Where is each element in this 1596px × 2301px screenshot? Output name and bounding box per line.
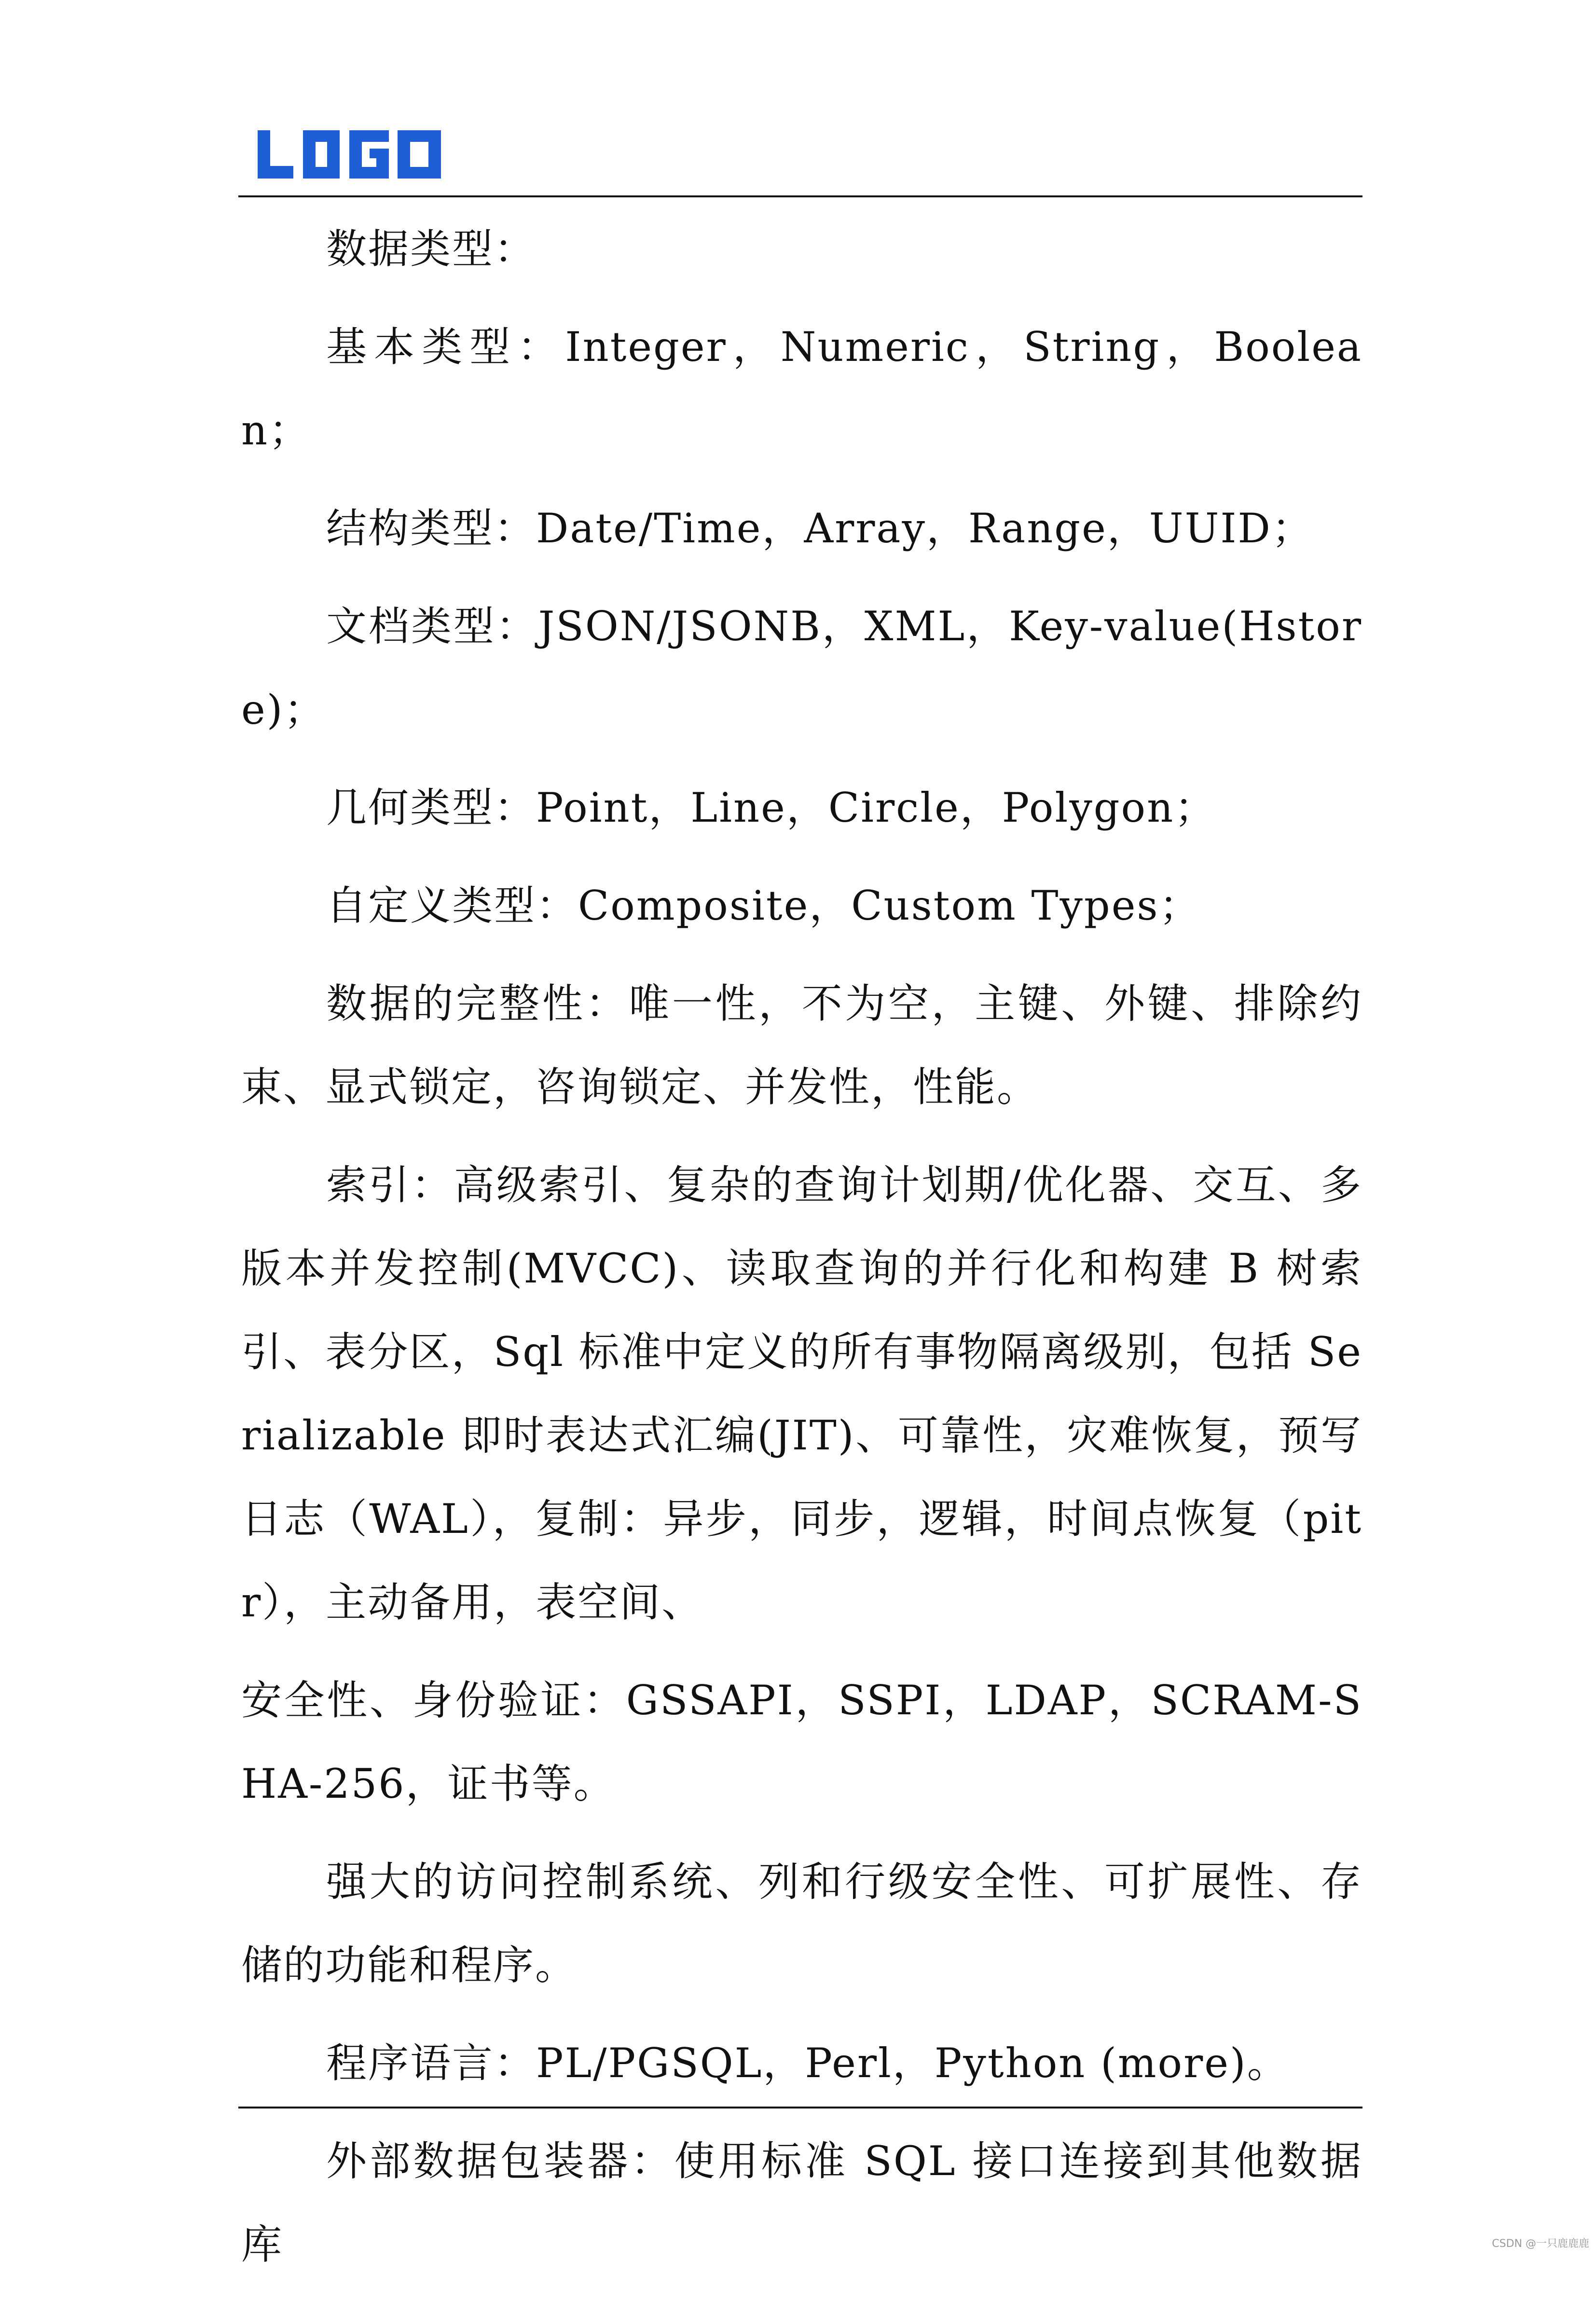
paragraph-structured-types: 结构类型：Date/Time，Array，Range，UUID； xyxy=(326,505,1314,552)
header-rule xyxy=(238,195,1362,197)
paragraph-document-types: 文档类型：JSON/JSONB，XML，Key-value(Hstore)； xyxy=(241,603,1362,733)
paragraph-access-control: 强大的访问控制系统、列和行级安全性、可扩展性、存储的功能和程序。 xyxy=(241,1858,1362,1989)
paragraph-security: 安全性、身份验证：GSSAPI，SSPI，LDAP，SCRAM-SHA-256，证书等。 xyxy=(241,1677,1362,1807)
footer-rule xyxy=(238,2107,1362,2108)
document-body xyxy=(241,207,1362,2301)
watermark: CSDN @一只鹿鹿鹿 xyxy=(1492,2238,1589,2250)
logo xyxy=(253,112,446,184)
paragraph-data-types-heading: 数据类型： xyxy=(326,225,537,273)
paragraph-custom-types: 自定义类型：Composite，Custom Types； xyxy=(326,882,1201,929)
paragraph-foreign-data-wrappers: 外部数据包装器：使用标准 SQL 接口连接到其他数据库 xyxy=(241,2137,1362,2268)
paragraph-basic-types: 基本类型：Integer，Numeric，String，Boolean； xyxy=(241,323,1362,454)
paragraph-geometry-types: 几何类型：Point，Line，Circle，Polygon； xyxy=(326,784,1217,831)
paragraph-data-integrity: 数据的完整性：唯一性，不为空，主键、外键、排除约束、显式锁定，咨询锁定、并发性，性能。 xyxy=(241,980,1362,1111)
logo-icon xyxy=(253,112,446,184)
paragraph-procedural-languages: 程序语言：PL/PGSQL，Perl，Python (more)。 xyxy=(326,2039,1289,2087)
paragraph-indexing: 索引：高级索引、复杂的查询计划期/优化器、交互、多版本并发控制(MVCC)、读取查询的并行化和构建 B 树索引、表分区，Sql 标准中定义的所有事物隔离级别，包括 Serializable 即时表达式汇编(JIT)、可靠性，灾难恢复，预写日志（WAL），复制：异步，同步，逻辑，时间点恢复（pitr），主动备用，表空间、 xyxy=(241,1161,1362,1626)
